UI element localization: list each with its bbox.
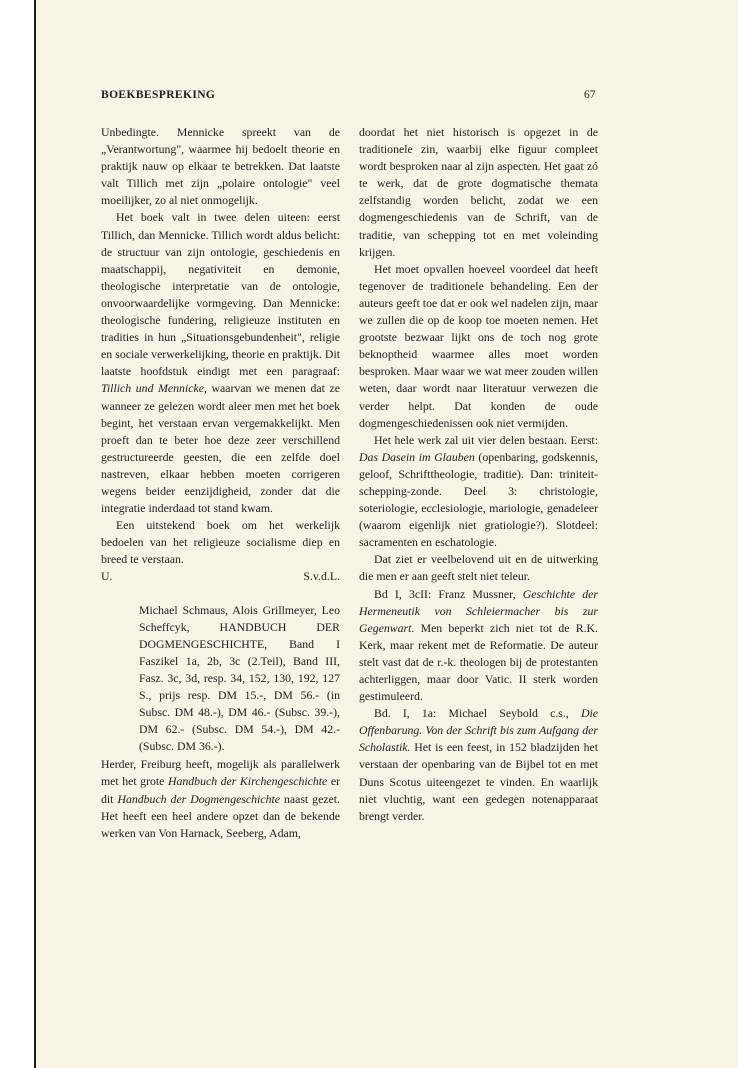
paragraph: Herder, Freiburg heeft, mogelijk als parallelwerk met het grote Handbuch der Kirchengeschichte er dit Handbuch der Dogmengeschichte naast gezet. Het heeft een heel andere opzet dan de bekende werken van Von Harnack, Seeberg, Adam, <box>101 757 341 840</box>
paragraph: Dat ziet er veelbelovend uit en de uitwerking die men er aan geeft stelt niet teleur. <box>359 552 598 584</box>
paragraph: Unbedingte. Mennicke spreekt van de „Verantwortung", waarmee hij bedoelt theorie en praktijk nauw op elkaar te betrekken. Dat laatste valt Tillich met zijn „polaire ontologie" veel moeilijker, zo al niet onmogelijk. <box>101 125 340 208</box>
paragraph: Een uitstekend boek om het werkelijk bedoelen van het religieuze socialisme diep en breed te verstaan. <box>101 518 340 567</box>
bibliographic-text: Michael Schmaus, Alois Grillmeyer, Leo Scheffcyk, HANDBUCH DER DOGMENGESCHICHTE, Band I Faszikel 1a, 2b, 3c (2.Teil), Band III, Fasz. 3c, 3d, resp. 34, 152, 130, 192, 127 S., prijs resp. DM 15.-, DM 56.- (in Subsc. DM 48.-), DM 46.- (Subsc. 39.-), DM 62.- (Subsc. DM 54.-), DM 42.- (Subsc. DM 36.-). <box>139 602 340 754</box>
left-column <box>101 124 340 842</box>
italic-title: Tillich und Mennicke, <box>101 381 207 396</box>
review-signature <box>101 568 340 585</box>
paragraph: Bd. I, 1a: Michael Seybold c.s., Die Offenbarung. Von der Schrift bis zum Aufgang der Scholastik. Het is een feest, in 152 bladzijden het verstaan der openbaring van de Bijbel tot en met Duns Scotus uiteengezet te vinden. En waarlijk niet vluchtig, want een gedegen notenapparaat brengt verder. <box>359 706 599 823</box>
italic-title: Handbuch der Kirchengeschichte <box>167 774 328 789</box>
italic-title: Die Offenbarung. Von der Schrift bis zum Aufgang der Scholastik. <box>359 706 599 755</box>
right-column <box>359 124 598 825</box>
paragraph: doordat het niet historisch is opgezet in de traditionele zin, waarbij elke figuur compleet wordt besproken naar al zijn aspecten. Het gaat zó te werk, dat de grote dogmatische themata zelfstandig worden belicht, zodat we een dogmengeschiedenis van de Schrift, van de traditie, van schepping tot en met voleinding krijgen. <box>359 125 598 259</box>
bibliographic-entry <box>101 602 340 756</box>
italic-title: Handbuch der Dogmengeschichte <box>117 791 280 806</box>
paragraph: Het boek valt in twee delen uiteen: eerst Tillich, dan Mennicke. Tillich wordt aldus belicht: de structuur van zijn ontologie, geschiedenis en maatschappij, negativiteit en demonie, theologische interpretatie van de ontologie, onvoorwaardelijke vormgeving. Dan Mennicke: theologische fundering, religieuze instituten en tradities in hun „Situationsgebundenheit", religie en sociale verwerkelijking, theorie en praktijk. Dit laatste hoofdstuk eindigt met een paragraaf: Tillich und Mennicke, waarvan we menen dat ze wanneer ze gelezen wordt aleer men met het boek begint, het verstaan ervan vergemakkelijkt. Men proeft dan te beter hoe deze zeer verschillend gestructureerde geesten, die een zelfde doel nastreven, elkaar hebben moeten corrigeren wegens beider eenzijdigheid, zonder dat die integratie inderdaad tot stand kwam. <box>101 210 340 516</box>
paragraph: Bd I, 3cII: Franz Mussner, Geschichte der Hermeneutik von Schleiermacher bis zur Gegenwart. Men beperkt zich niet tot de R.K. Kerk, maar rekent met de Reformatie. De auteur stelt vast dat de r.-k. theologen bij de protestanten achterliggen, maar door Vatic. II sterk worden gestimuleerd. <box>359 586 598 704</box>
italic-title: Geschichte der Hermeneutik von Schleiermacher bis zur Gegenwart. <box>359 586 598 635</box>
running-head: BOEKBESPREKING <box>101 89 216 101</box>
signature-initial: U. <box>101 569 113 584</box>
italic-title: Das Dasein im Glauben <box>359 449 475 464</box>
paragraph: Het hele werk zal uit vier delen bestaan. Eerst: Das Dasein im Glauben (openbaring, godskennis, geloof, Schrifttheologie, traditie). Dan: triniteit-schepping-zonde. Deel 3: christologie, soteriologie, ecclesiologie, mariologie, genadeleer (waarom eigenlijk niet gratiologie?). Slotdeel: sacramenten en eschatologie. <box>359 432 599 550</box>
paragraph: Het moet opvallen hoeveel voordeel dat heeft tegenover de traditionele behandeling. Een der auteurs geeft toe dat er ook wel nadelen zijn, maar we zullen die op de koop toe moeten nemen. Het grootste bezwaar lijkt ons de toch nog grote beknoptheid waarmee alles moet worden besproken. Maar waar we wat meer zouden willen weten, daar wordt naar literatuur verwezen die verder helpt. Dat konden de oude dogmengeschiedenissen ook niet vermijden. <box>359 261 598 430</box>
reviewer-initials: S.v.d.L. <box>303 569 340 584</box>
page-number: 67 <box>584 89 596 101</box>
